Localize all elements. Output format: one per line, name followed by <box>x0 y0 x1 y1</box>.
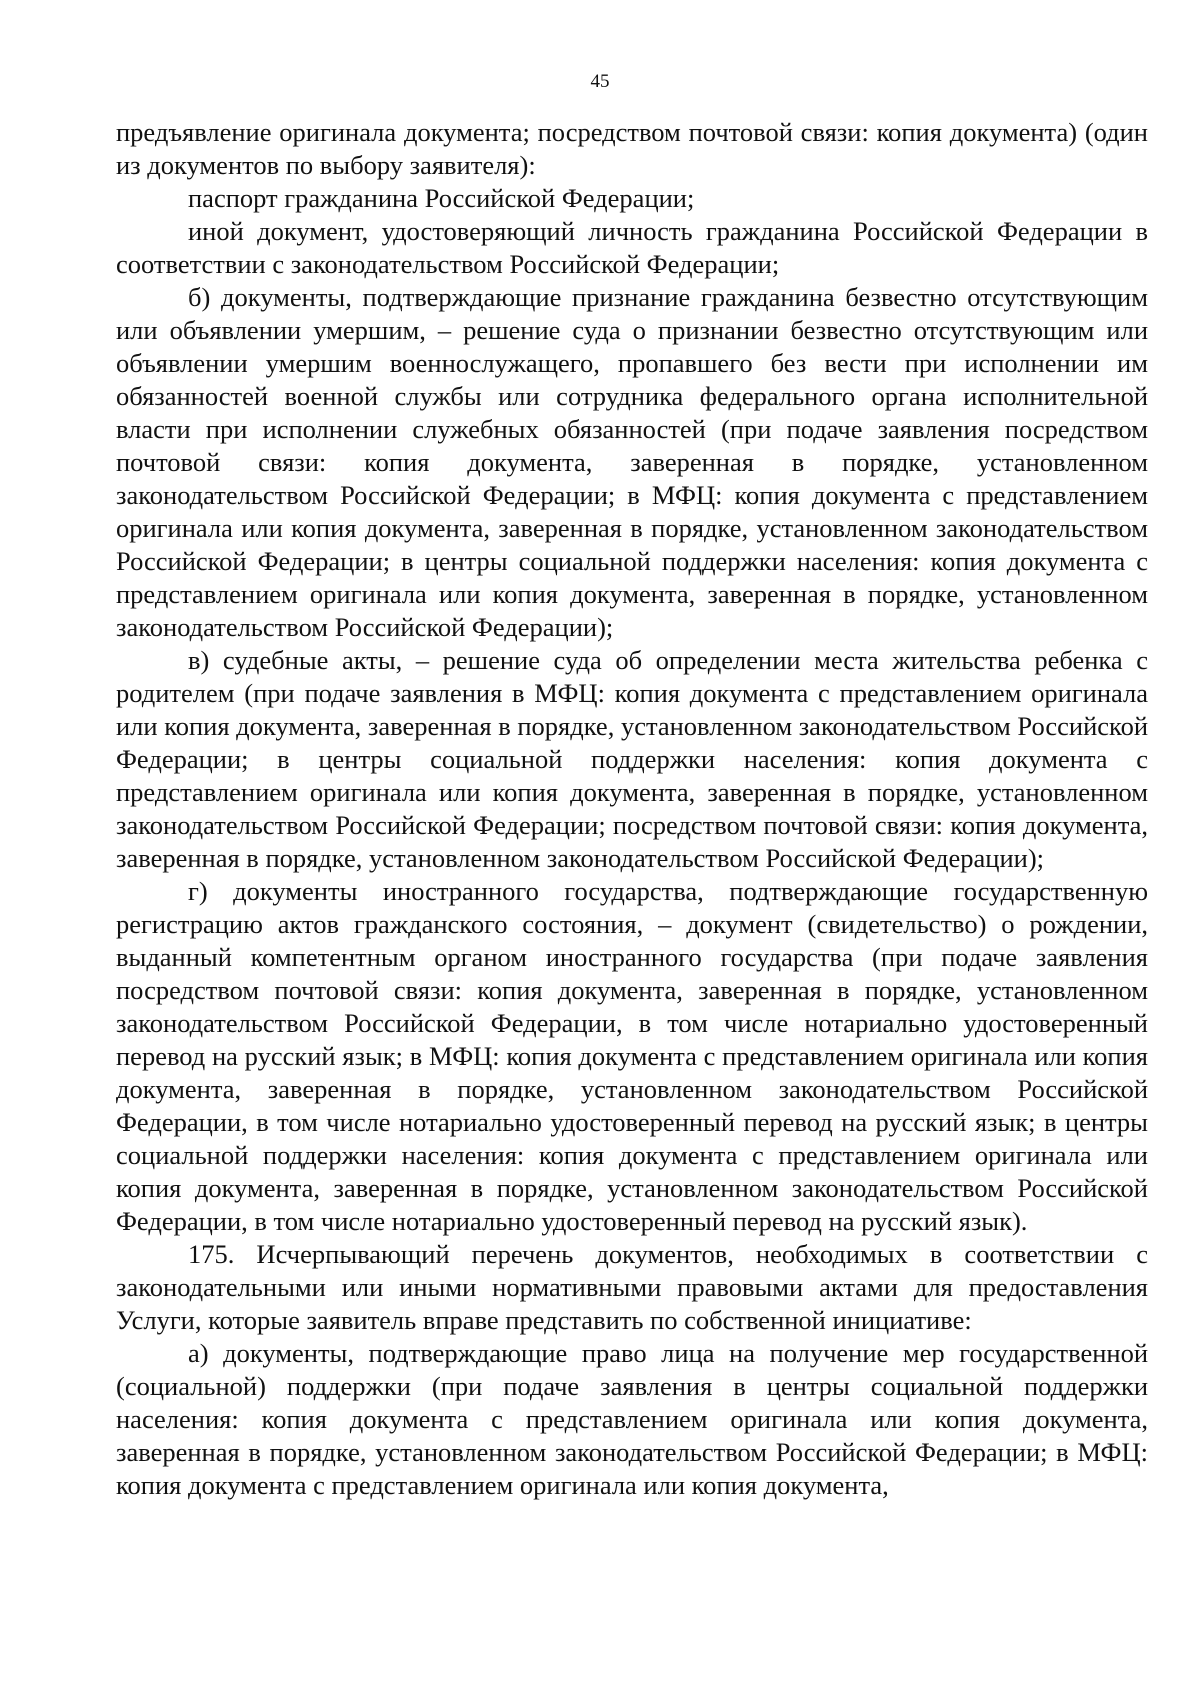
document-body <box>116 116 1148 1502</box>
paragraph-item-v: в) судебные акты, – решение суда об определении места жительства ребенка с родителем (при подаче заявления в МФЦ: копия документа с представлением оригинала или копия документа, заверенная в порядке, установленном законодательством Российской Федерации; в центры социальной поддержки населения: копия документа с представлением оригинала или копия документа, заверенная в порядке, установленном законодательством Российской Федерации; посредством почтовой связи: копия документа, заверенная в порядке, установленном законодательством Российской Федерации); <box>116 645 1149 873</box>
paragraph-other-id: иной документ, удостоверяющий личность гражданина Российской Федерации в соответствии с законодательством Российской Федерации; <box>116 216 1148 279</box>
paragraph-item-g: г) документы иностранного государства, подтверждающие государственную регистрацию актов гражданского состояния, – документ (свидетельство) о рождении, выданный компетентным органом иностранного государства (при подаче заявления посредством почтовой связи: копия документа, заверенная в порядке, установленном законодательством Российской Федерации, в том числе нотариально удостоверенный перевод на русский язык; в МФЦ: копия документа с представлением оригинала или копия документа, заверенная в порядке, установленном законодательством Российской Федерации, в том числе нотариально удостоверенный перевод на русский язык; в центры социальной поддержки населения: копия документа с представлением оригинала или копия документа, заверенная в порядке, установленном законодательством Российской Федерации, в том числе нотариально удостоверенный перевод на русский язык). <box>116 876 1148 1236</box>
paragraph-item-a: а) документы, подтверждающие право лица на получение мер государственной (социальной) поддержки (при подаче заявления в центры социальной поддержки населения: копия документа с представлением оригинала или копия документа, заверенная в порядке, установленном законодательством Российской Федерации; в МФЦ: копия документа с представлением оригинала или копия документа, <box>116 1338 1148 1500</box>
paragraph-item-b: б) документы, подтверждающие признание гражданина безвестно отсутствующим или объявлении умершим, – решение суда о признании безвестно отсутствующим или объявлении умершим военнослужащего, пропавшего без вести при исполнении им обязанностей военной службы или сотрудника федерального органа исполнительной власти при исполнении служебных обязанностей (при подаче заявления посредством почтовой связи: копия документа, заверенная в порядке, установленном законодательством Российской Федерации; в МФЦ: копия документа с представлением оригинала или копия документа, заверенная в порядке, установленном законодательством Российской Федерации; в центры социальной поддержки населения: копия документа с представлением оригинала или копия документа, заверенная в порядке, установленном законодательством Российской Федерации); <box>116 282 1148 642</box>
paragraph-section-175: 175. Исчерпывающий перечень документов, необходимых в соответствии с законодательными или иными нормативными правовыми актами для предоставления Услуги, которые заявитель вправе представить по собственной инициативе: <box>116 1239 1148 1335</box>
paragraph-passport: паспорт гражданина Российской Федерации; <box>188 183 695 213</box>
page-number: 45 <box>590 71 610 92</box>
paragraph-intro-continuation: предъявление оригинала документа; посредством почтовой связи: копия документа) (один из документов по выбору заявителя): <box>116 117 1148 180</box>
